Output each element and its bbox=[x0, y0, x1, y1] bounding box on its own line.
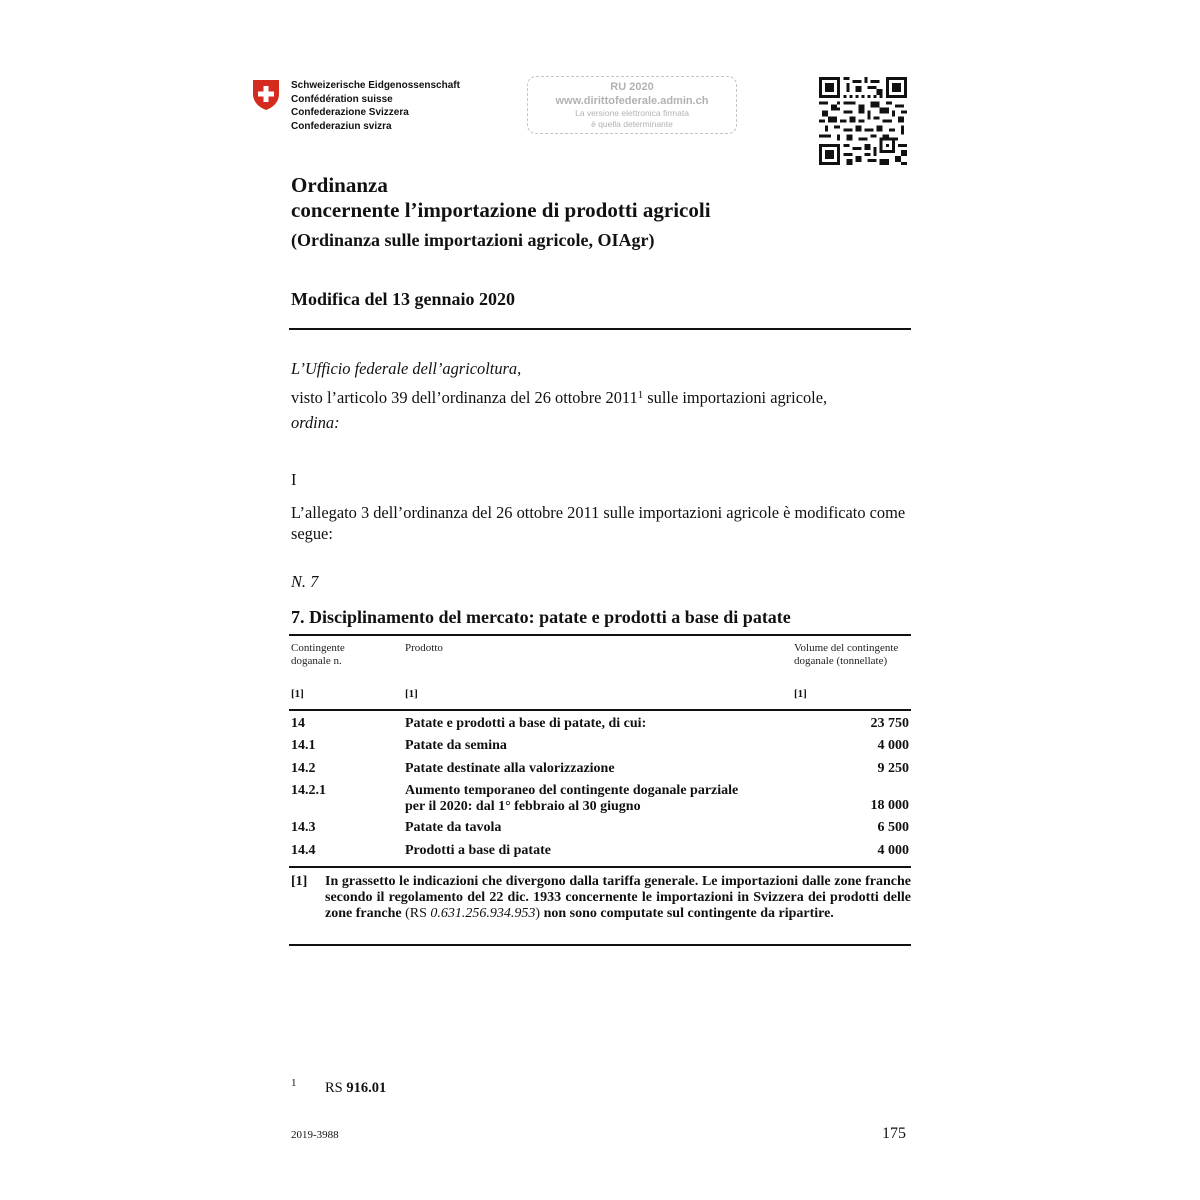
table-row-volume: 23 750 bbox=[870, 716, 909, 731]
table-note-text: In grassetto le indicazioni che divergono dalla tariffa generale. Le importazioni dalle zone franche secondo il regolamento del 22 dic. 1933 concernente le importazioni in Svizzera dei prodotti delle zone franche bbox=[325, 874, 911, 921]
stamp-note-1: La versione elettronica firmata bbox=[575, 108, 689, 118]
table-note-rs-link[interactable]: 0.631.256.934.953 bbox=[430, 906, 536, 921]
agency-name-block bbox=[291, 79, 460, 133]
annex-section-title: 7. Disciplinamento del mercato: patate e prodotti a base di patate bbox=[291, 607, 791, 627]
amendment-date: Modifica del 13 gennaio 2020 bbox=[291, 289, 515, 309]
agency-name-rm: Confederaziun svizra bbox=[291, 120, 392, 132]
table-row-product-line1: Aumento temporaneo del contingente doganale parziale bbox=[405, 783, 739, 798]
agency-name-fr: Confédération suisse bbox=[291, 93, 393, 105]
table-row-code: 14.3 bbox=[291, 820, 316, 835]
table-top-rule bbox=[289, 634, 911, 636]
ordinance-short-title: (Ordinanza sulle importazioni agricole, OIAgr) bbox=[291, 230, 655, 250]
table-header-rule bbox=[289, 709, 911, 711]
stamp-url: www.dirittofederale.admin.ch bbox=[555, 95, 709, 107]
table-row-code: 14.4 bbox=[291, 843, 316, 858]
ordinance-subtitle: concernente l’importazione di prodotti agricoli bbox=[291, 198, 711, 222]
table-ref-volume: [1] bbox=[794, 688, 807, 700]
table-note-text-end: non sono computate sul contingente da ripartire. bbox=[540, 906, 834, 921]
table-row-code: 14.2 bbox=[291, 761, 316, 776]
table-ref-code: [1] bbox=[291, 688, 304, 700]
stamp-note-2: è quella determinante bbox=[591, 118, 673, 129]
footnote-ref-1[interactable]: 1 bbox=[637, 389, 644, 401]
table-bottom-rule bbox=[289, 944, 911, 946]
table-row-volume: 6 500 bbox=[877, 820, 909, 835]
table-row-code: 14 bbox=[291, 716, 305, 731]
table-row-product-line2: per il 2020: dal 1° febbraio al 30 giugno bbox=[405, 799, 641, 814]
table-body-rule bbox=[289, 866, 911, 868]
table-row-product: Prodotti a base di patate bbox=[405, 843, 551, 858]
section-roman-numeral: I bbox=[291, 470, 297, 489]
table-header-volume: Volume del contingente doganale (tonnellate) bbox=[794, 642, 899, 667]
table-note bbox=[325, 874, 911, 922]
footnote-rs-label: RS bbox=[325, 1080, 343, 1096]
table-row-volume: 4 000 bbox=[877, 843, 909, 858]
footnote-rs-link[interactable]: 916.01 bbox=[346, 1080, 387, 1096]
table-note-key: [1] bbox=[291, 874, 308, 889]
footnote-number: 1 bbox=[291, 1077, 297, 1089]
table-row-volume: 4 000 bbox=[877, 738, 909, 753]
table-row-code: 14.2.1 bbox=[291, 783, 326, 798]
table-row-product: Patate da tavola bbox=[405, 820, 502, 835]
amendment-paragraph: L’allegato 3 dell’ordinanza del 26 ottobre 2011 sulle importazioni agricole è modificato come segue: bbox=[291, 503, 906, 543]
table-row-volume: 18 000 bbox=[870, 798, 909, 813]
title-divider bbox=[289, 328, 911, 330]
table-row-volume: 9 250 bbox=[877, 761, 909, 776]
agency-name-it: Confederazione Svizzera bbox=[291, 107, 409, 118]
table-note-rs-open: (RS bbox=[405, 906, 431, 921]
preamble-ordina: ordina: bbox=[291, 413, 340, 432]
annex-number: N. 7 bbox=[291, 572, 319, 591]
table-note-rs-close: ) bbox=[535, 906, 541, 921]
agency-name-de: Schweizerische Eidgenossenschaft bbox=[291, 80, 460, 91]
preamble-authority: L’Ufficio federale dell’agricoltura, bbox=[291, 359, 522, 378]
table-row-product: Patate e prodotti a base di patate, di cui: bbox=[405, 716, 647, 731]
table-header-code: Contingente doganale n. bbox=[291, 642, 345, 667]
table-row-code: 14.1 bbox=[291, 738, 316, 753]
footnote-text bbox=[325, 1079, 386, 1097]
qr-code-icon bbox=[819, 77, 907, 165]
official-publication-stamp bbox=[527, 76, 737, 134]
ordinance-title: Ordinanza bbox=[291, 173, 388, 197]
swiss-coat-of-arms-icon bbox=[252, 79, 280, 111]
table-ref-product: [1] bbox=[405, 688, 418, 700]
preamble-visto bbox=[291, 385, 827, 408]
stamp-ru: RU 2020 bbox=[610, 81, 654, 93]
table-header-product: Prodotto bbox=[405, 642, 443, 654]
document-id: 2019-3988 bbox=[291, 1129, 339, 1141]
preamble-visto-text: visto l’articolo 39 dell’ordinanza del 26 ottobre 2011 bbox=[291, 388, 638, 407]
table-row-product: Patate destinate alla valorizzazione bbox=[405, 761, 615, 776]
page-number: 175 bbox=[882, 1125, 906, 1142]
preamble-visto-text-end: sulle importazioni agricole, bbox=[643, 388, 828, 407]
table-row-product: Patate da semina bbox=[405, 738, 507, 753]
